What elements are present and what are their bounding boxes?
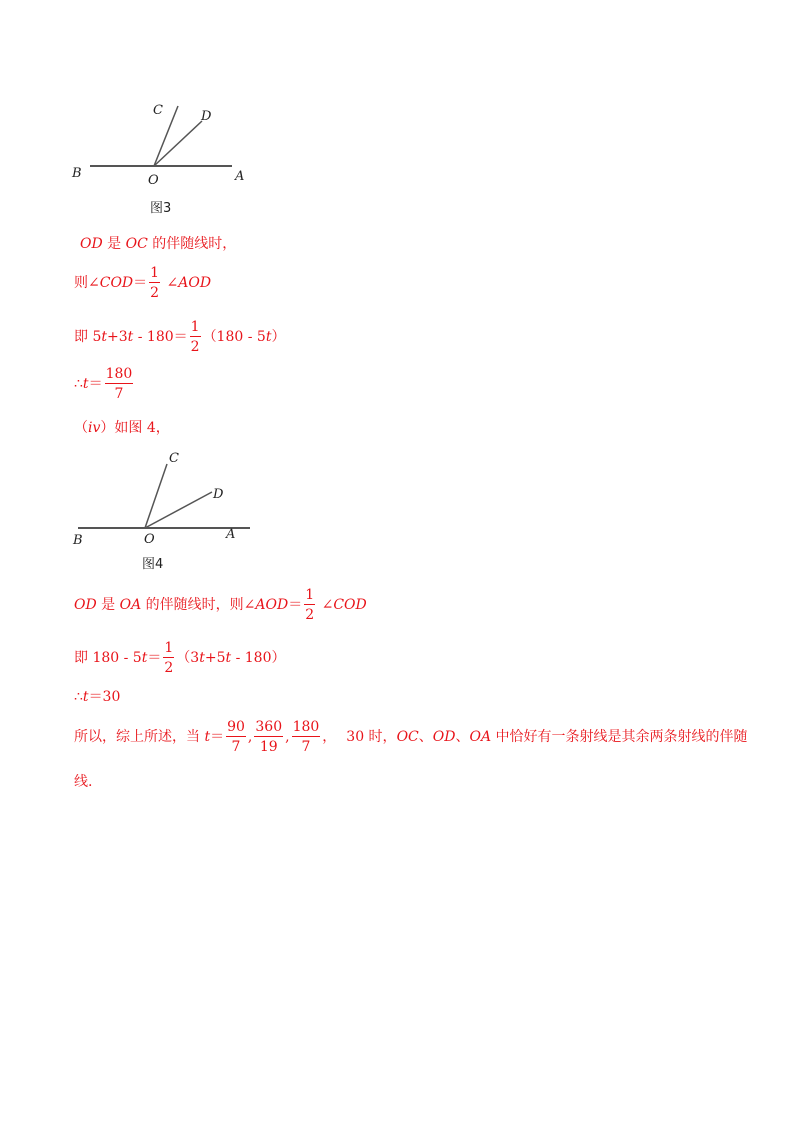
term-cod: COD [99,275,134,291]
comma: , [247,729,253,745]
figure-3-diagram [60,95,260,195]
numerator: 180 [292,719,320,735]
fraction-half [190,320,201,354]
label-c: C [153,103,163,118]
fraction-half [163,641,174,675]
denominator: 2 [190,339,200,355]
line-8 [74,690,120,704]
label-o: O [148,173,159,188]
figure-4-caption: 图4 [142,557,164,572]
numerator: 1 [305,587,315,603]
var-t: t [204,729,211,745]
text: 中恰好有一条射线是其余两条射线的伴随 [491,729,748,745]
ray-od [154,121,202,166]
term-od: OD [432,729,456,745]
denominator: 2 [164,660,174,676]
text: - 180＝ [133,329,188,345]
label-a: A [235,169,245,184]
text: ∠ [317,597,334,613]
figure-4-diagram [60,445,260,550]
line-2 [74,266,211,300]
denominator: 2 [150,285,160,301]
term-oa: OA [469,729,492,745]
text: - 180） [231,650,286,666]
var-t: t [82,376,89,392]
numerator: 90 [227,719,245,735]
equals: ＝ [147,650,162,666]
numerator: 1 [164,640,174,656]
label-c: C [169,451,179,466]
comma: ， [322,729,337,745]
var-t: t [127,329,134,345]
numerator: 1 [190,319,200,335]
text: +3 [107,329,128,345]
term-od: OD [74,597,97,613]
fraction-half [149,266,160,300]
text: （ [74,420,88,436]
term-cod: COD [333,597,367,613]
term-aod: AOD [178,275,212,291]
term-oa: OA [119,597,142,613]
text: ＝30 [88,689,121,705]
equals: ＝ [210,729,225,745]
line-7 [74,641,285,675]
text: 线. [74,774,93,790]
var-t: t [101,329,107,345]
fraction-90-7 [226,720,246,754]
therefore-symbol: ∴ [74,689,83,705]
separator: 、 [455,729,470,745]
case-iv: iv [88,420,101,436]
figure-3 [60,95,260,195]
line-10 [74,775,92,789]
fraction-360-19 [254,720,283,754]
text: 的伴随线时，则∠ [141,597,256,613]
line-1 [80,237,236,251]
text: 30 时， [346,729,397,745]
separator: 、 [418,729,433,745]
comma: , [285,729,290,745]
text: 是 [96,597,120,613]
line-4 [74,367,135,401]
fraction-180-7 [292,720,321,754]
text: 则∠ [74,275,100,291]
term-oc: OC [125,236,148,252]
var-t: t [265,329,272,345]
figure-3-caption: 图3 [150,201,172,216]
equals: ＝ [133,275,148,291]
therefore-symbol: ∴ [74,376,83,392]
denominator: 19 [259,739,278,755]
text: （180 - 5 [202,329,266,345]
figure-4 [60,445,260,550]
label-o: O [144,532,155,547]
var-t: t [225,650,232,666]
line-5 [74,421,170,435]
label-b: B [73,533,83,548]
label-b: B [72,166,82,181]
numerator: 1 [150,265,160,281]
text: 即 180 - 5 [74,650,142,666]
fraction-half [304,588,315,622]
line-9 [74,720,748,754]
var-t: t [82,689,89,705]
term-aod: AOD [255,597,289,613]
line-3 [74,320,285,354]
label-a: A [226,527,236,542]
denominator: 2 [305,607,315,623]
var-t: t [141,650,148,666]
text: （3 [176,650,200,666]
equals: ＝ [288,597,303,613]
line-6 [74,588,367,622]
label-d: D [201,109,212,124]
text: 即 5 [74,329,102,345]
denominator: 7 [114,386,124,402]
denominator: 7 [301,739,311,755]
text: 的伴随线时， [147,236,237,252]
fraction-result [105,367,134,401]
term-od: OD [80,236,103,252]
text: ）如图 4， [100,420,170,436]
var-t: t [199,650,205,666]
text: 是 [102,236,126,252]
equals: ＝ [88,376,103,392]
text: ∠ [162,275,179,291]
numerator: 180 [105,366,133,382]
text: +5 [204,650,226,666]
term-oc: OC [396,729,419,745]
numerator: 360 [255,719,283,735]
label-d: D [213,487,224,502]
text: ） [271,329,286,345]
denominator: 7 [231,739,241,755]
text: 所以，综上所述，当 [74,729,205,745]
